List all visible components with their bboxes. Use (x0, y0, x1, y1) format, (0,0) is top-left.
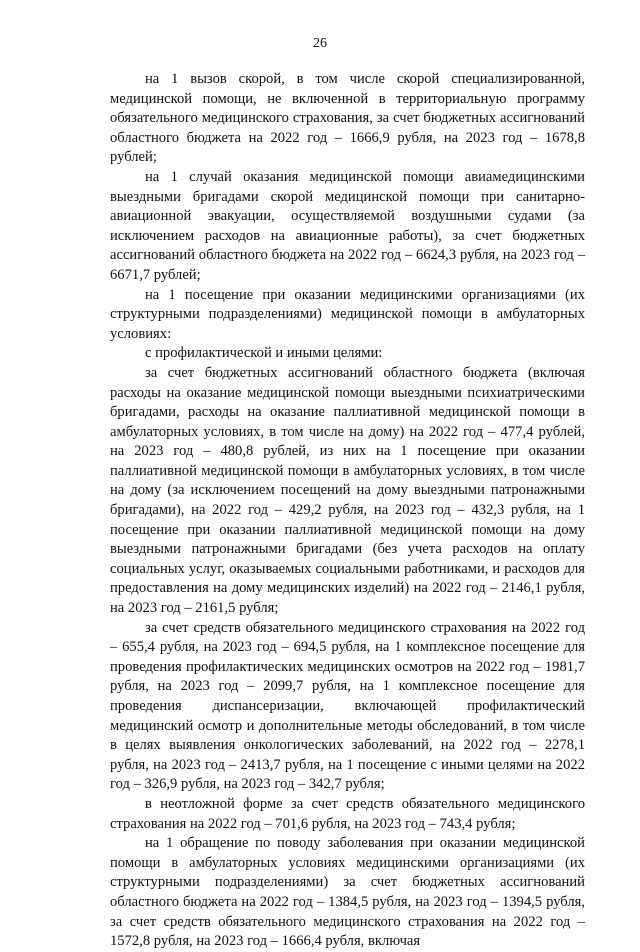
paragraph: с профилактической и иными целями: (145, 345, 383, 362)
paragraph: в неотложной форме за счет средств обязательного медицинского страхования на 2022 год – 701,6 рубля, на 2023 год – 743,4 рубля; (110, 795, 585, 832)
paragraph: за счет бюджетных ассигнований областного бюджета (включая расходы на оказание медицинской помощи выездными психиатрическими бригадами, расходы на оказание паллиативной медицинской помощи в амбулаторных условиях, в том числе на дому) на 2022 год – 477,4 рублей, на 2023 год – 480,8 рублей, из них на 1 посещение при оказании паллиативной медицинской помощи в амбулаторных условиях, в том числе на дому (за исключением посещений на дому выездными патронажными бригадами), на 2022 год – 429,2 рубля, на 2023 год – 432,3 рубля, на 1 посещение при оказании паллиативной медицинской помощи на дому выездными патронажными бригадами (без учета расходов на оплату социальных услуг, оказываемых социальными работниками, и расходов для предоставления на дому медицинских изделий) на 2022 год – 2146,1 рубля, на 2023 год – 2161,5 рубля; (110, 364, 585, 617)
page-number: 26 (313, 36, 327, 51)
paragraph: на 1 вызов скорой, в том числе скорой специализированной, медицинской помощи, не включенной в территориальную программу обязательного медицинского страхования, за счет бюджетных ассигнований областного бюджета на 2022 год – 1666,9 рубля, на 2023 год – 1678,8 рублей; (110, 71, 585, 166)
paragraph: на 1 обращение по поводу заболевания при оказании медицинской помощи в амбулаторных условиях медицинскими организациями (их структурными подразделениями) за счет бюджетных ассигнований областного бюджета на 2022 год – 1384,5 рубля, на 2023 год – 1394,5 рубля, за счет средств обязательного медицинского страхования на 2022 год – 1572,8 рубля, на 2023 год – 1666,4 рубля, включая (110, 835, 585, 950)
document-body (110, 70, 585, 952)
paragraph: на 1 посещение при оказании медицинскими организациями (их структурными подразделениями) медицинской помощи в амбулаторных условиях: (110, 286, 585, 342)
paragraph: на 1 случай оказания медицинской помощи авиамедицинскими выездными бригадами скорой медицинской помощи при санитарно-авиационной эвакуации, осуществляемой воздушными судами (за исключением расходов на авиационные работы), за счет бюджетных ассигнований областного бюджета на 2022 год – 6624,3 рубля, на 2023 год – 6671,7 рублей; (110, 168, 585, 283)
paragraph: за счет средств обязательного медицинского страхования на 2022 год – 655,4 рубля, на 2023 год – 694,5 рубля, на 1 комплексное посещение для проведения профилактических медицинских осмотров на 2022 год – 1981,7 рубля, на 2023 год – 2099,7 рубля, на 1 комплексное посещение для проведения диспансеризации, включающей профилактический медицинский осмотр и дополнительные методы обследований, в том числе в целях выявления онкологических заболеваний, на 2022 год – 2278,1 рубля, на 2023 год – 2413,7 рубля, на 1 посещение с иными целями на 2022 год – 326,9 рубля, на 2023 год – 342,7 рубля; (110, 619, 585, 793)
